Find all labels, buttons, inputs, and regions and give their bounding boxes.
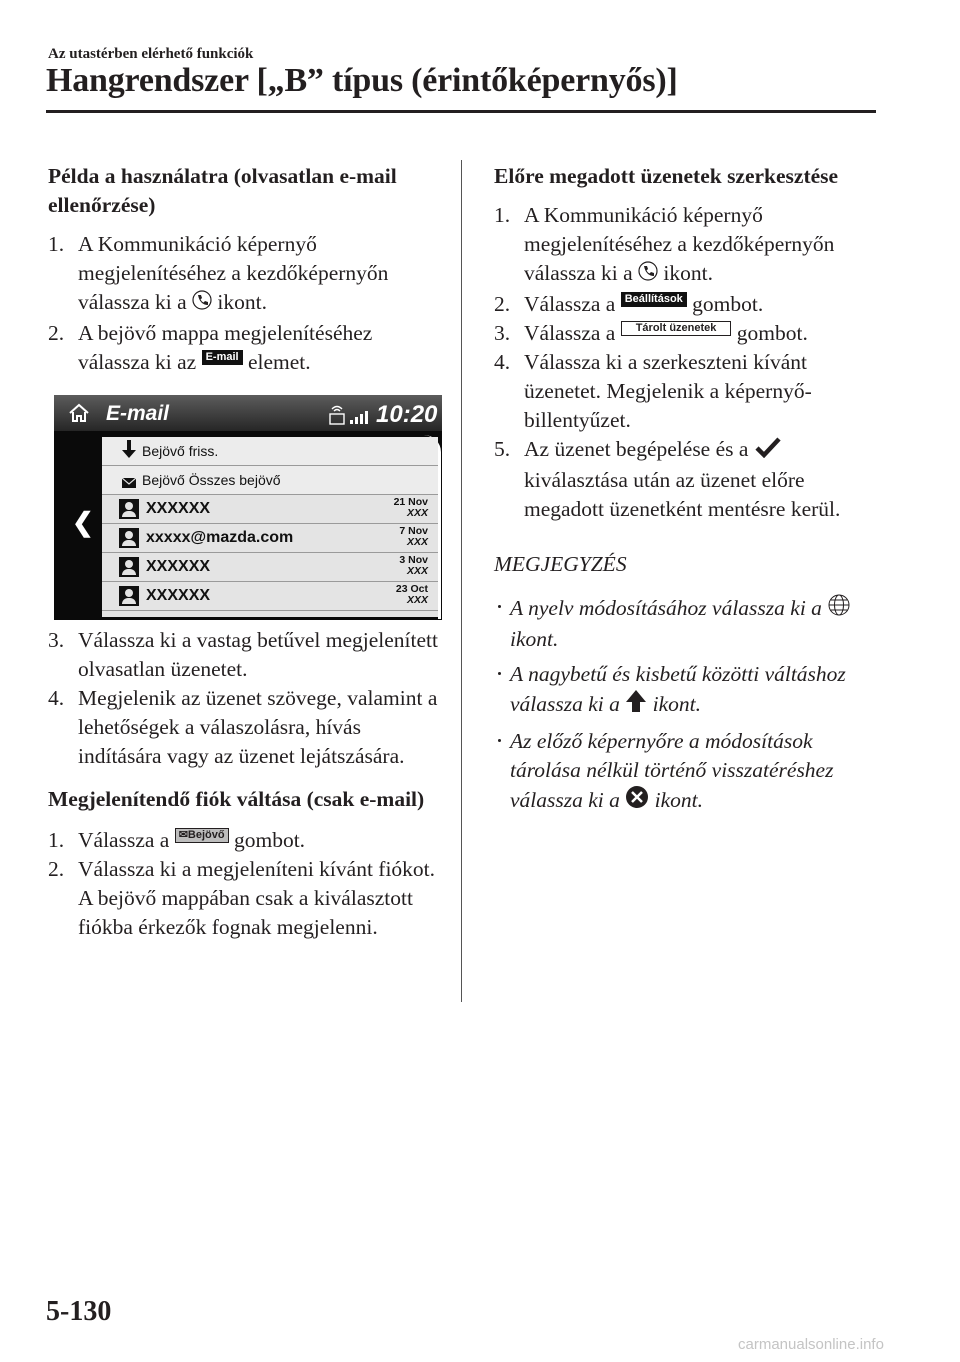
list-item: 1. A Kommunikáció képernyő megjelenítéséhez a kezdőképernyőn válassza ki a ikont.	[494, 201, 884, 290]
list-item: 2. Válassza ki a megjeleníteni kívánt fiókot. A bejövő mappában csak a kiválasztott fiókba érkezők fognak megjelenni.	[48, 857, 436, 939]
list-item: 5. Az üzenet begépelése és a kiválasztása után az üzenet előre megadott üzenetként mentésre kerül.	[494, 437, 841, 521]
phone-icon	[638, 260, 658, 290]
list-item: 1. Válassza a ✉Bejövő gombot.	[48, 828, 306, 852]
list-item: 2. Válassza a Beállítások gombot.	[494, 292, 764, 316]
notes-list	[494, 593, 884, 817]
contact-icon	[119, 557, 139, 577]
list-item: 3. Válassza ki a vastag betűvel megjelenített olvasatlan üzenetet.	[48, 628, 438, 681]
steps-reading	[48, 626, 448, 771]
list-item: 3. Válassza a Tárolt üzenetek gombot.	[494, 321, 808, 345]
left-column-cont	[48, 626, 448, 942]
close-icon	[625, 785, 649, 817]
list-item: Az előző képernyőre a módosítások tárolása nélkül történő visszatéréshez válassza ki a ikont.	[494, 727, 884, 817]
envelope-icon	[122, 475, 136, 493]
list-item: A nyelv módosításához válassza ki a ikont.	[494, 593, 884, 654]
heading-account-switch: Megjelenítendő fiók váltása (csak e-mail)	[48, 787, 425, 811]
screen-title: E-mail	[106, 402, 170, 425]
envelope-icon: ✉	[178, 829, 188, 841]
screen-header	[54, 395, 442, 431]
left-column	[48, 162, 448, 377]
steps-preset-messages	[494, 201, 884, 524]
stored-messages-button-label: Tárolt üzenetek	[621, 321, 732, 336]
steps-unread-email	[48, 230, 448, 377]
right-column	[494, 162, 884, 817]
message-list	[102, 437, 438, 617]
download-arrow-icon	[122, 440, 136, 465]
checkmark-icon	[754, 436, 782, 466]
table-row[interactable]: xxxxx@mazda.com 7 Nov XXX	[102, 524, 438, 553]
page-title: Hangrendszer [„B” típus (érintőképernyős)]	[46, 62, 678, 99]
email-screen-illustration	[54, 395, 442, 620]
folder-row-all[interactable]: Bejövő Összes bejövő	[102, 466, 438, 495]
watermark: carmanualsonline.info	[738, 1336, 884, 1353]
table-row[interactable]: XXXXXX 23 Oct XXX	[102, 582, 438, 611]
contact-icon	[119, 528, 139, 548]
list-item: 4. Megjelenik az üzenet szövege, valamint a lehetőségek a válaszolásra, hívás indítására vagy az üzenet lejátszására.	[48, 686, 438, 768]
clock: 10:20	[376, 401, 438, 428]
steps-account-switch	[48, 826, 448, 942]
back-arrow-icon[interactable]: ❮	[72, 507, 94, 537]
note-title: MEGJEGYZÉS	[494, 552, 627, 576]
home-icon	[68, 403, 90, 428]
list-item: 2. A bejövő mappa megjelenítéséhez válassza ki az E-mail elemet.	[48, 321, 373, 374]
table-row[interactable]: XXXXXX 21 Nov XXX	[102, 495, 438, 524]
contact-icon	[119, 499, 139, 519]
email-button-label: E-mail	[202, 350, 243, 365]
folder-row-new[interactable]: Bejövő friss.	[102, 437, 438, 466]
signal-status-icon	[326, 403, 370, 430]
globe-icon	[827, 593, 851, 625]
section-header: Az utastérben elérhető funkciók	[48, 46, 254, 62]
heading-preset-messages: Előre megadott üzenetek szerkesztése	[494, 164, 839, 188]
table-row[interactable]: XXXXXX 3 Nov XXX	[102, 553, 438, 582]
list-item: A nagybetű és kisbetű közötti váltáshoz válassza ki a ikont.	[494, 660, 884, 721]
column-divider	[461, 160, 462, 1002]
settings-button-label: Beállítások	[621, 292, 687, 307]
phone-icon	[192, 289, 212, 319]
heading-example-usage: Példa a használatra (olvasatlan e-mail ellenőrzése)	[48, 164, 397, 217]
list-item: 1. A Kommunikáció képernyő megjelenítéséhez a kezdőképernyőn válassza ki a ikont.	[48, 230, 448, 319]
page-number: 5-130	[46, 1296, 112, 1327]
title-divider	[46, 110, 876, 113]
list-item: 4. Válassza ki a szerkeszteni kívánt üzenetet. Megjelenik a képernyő-billentyűzet.	[494, 350, 812, 432]
inbox-button-label: ✉Bejövő	[175, 828, 229, 843]
contact-icon	[119, 586, 139, 606]
shift-arrow-icon	[625, 689, 647, 721]
